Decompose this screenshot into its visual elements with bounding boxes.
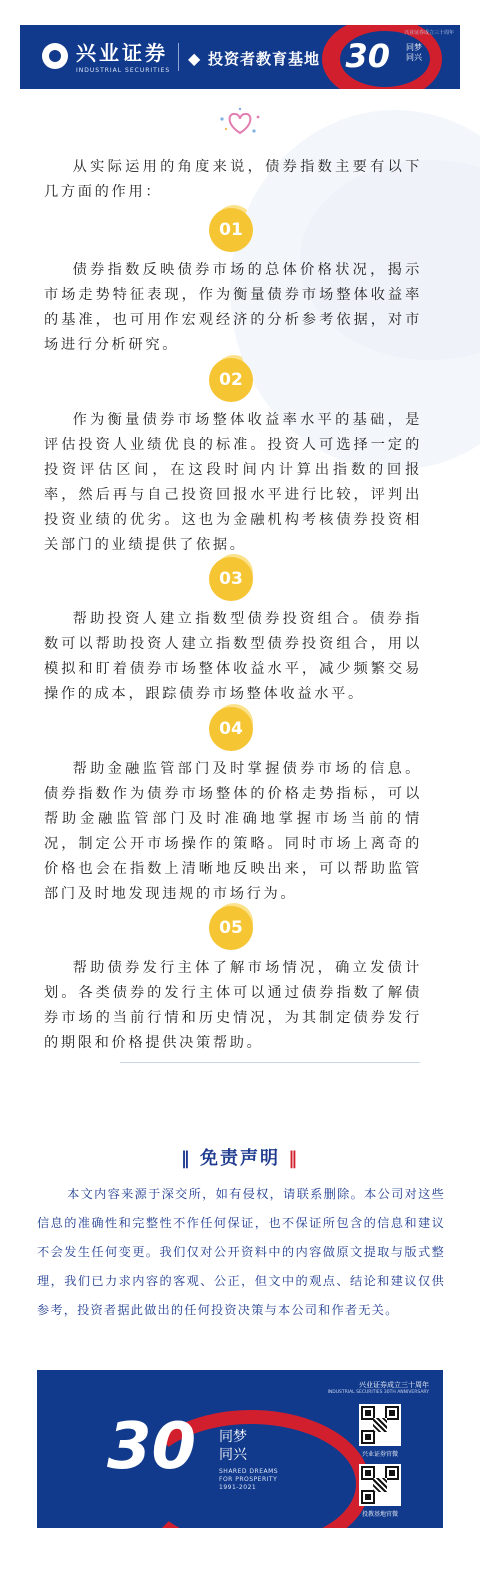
header-separator [178, 43, 179, 71]
footer-slogan [219, 1428, 247, 1464]
footer-years: 1991-2021 [219, 1484, 257, 1491]
brand-name-en: INDUSTRIAL SECURITIES [76, 67, 171, 74]
title-bars-left-icon: ‖ [180, 1148, 192, 1169]
qr-corner [361, 1490, 375, 1504]
badge-02: 02 [209, 358, 253, 402]
footer-anniversary-caption-en: INDUSTRIAL SECURITIES 30TH ANNIVERSARY [327, 1390, 429, 1395]
qr-code-icon-1 [359, 1404, 401, 1446]
section-divider [120, 1062, 420, 1063]
footer-banner [37, 1370, 443, 1528]
disclaimer-text: 本文内容来源于深交所，如有侵权，请联系删除。本公司对这些信息的准确性和完整性不作任何保证，也不保证所包含的信息和建议不会发生任何变更。我们仅对公开资料中的内容做原文提取与版式整理，我们已力求内容的客观、公正，但文中的观点、结论和建议仅供参考，投资者据此做出的任何投资决策与本公司和作者无关。 [37, 1187, 445, 1317]
qr-label-2: 投教基地官微 [361, 1511, 398, 1518]
qr-corner [385, 1406, 399, 1420]
disclaimer-title [0, 1144, 480, 1170]
anniversary-slogan [406, 43, 422, 63]
title-bars-right-icon: ‖ [288, 1148, 300, 1169]
section-05-paragraph [44, 956, 422, 1056]
slogan-line-2: 同兴 [406, 53, 422, 62]
qr-noise [373, 1478, 387, 1492]
badge-03: 03 [209, 557, 253, 601]
section-02-text: 作为衡量债券市场整体收益率水平的基础，是评估投资人业绩优良的标准。投资人可选择一定的投资评估区间，在这段时间内计算出指数的回报率，然后再与自己投资回报水平进行比较，评判出投资业绩的优劣。这也为金融机构考核债券投资相关部门的业绩提供了依据。 [44, 412, 422, 553]
section-04-paragraph [44, 757, 422, 907]
section-01-text: 债券指数反映债券市场的总体价格状况，揭示市场走势特征表现，作为衡量债券市场整体收益率的基准，也可用作宏观经济的分析参考依据，对市场进行分析研究。 [44, 262, 422, 353]
footer-slogan-en-2: FOR PROSPERITY [219, 1476, 278, 1483]
section-02-paragraph [44, 408, 422, 558]
badge-05: 05 [209, 906, 253, 950]
footer-anniversary-number: 30 [107, 1410, 197, 1484]
section-03-text: 帮助投资人建立指数型债券投资组合。债券指数可以帮助投资人建立指数型债券投资组合，用以模拟和盯着债券市场整体收益水平，减少频繁交易操作的成本，跟踪债券市场整体收益水平。 [44, 611, 422, 702]
badge-04: 04 [209, 707, 253, 751]
graduation-cap-icon: ◆ [188, 49, 201, 68]
badge-01: 01 [209, 208, 253, 252]
brand-logo-icon [42, 43, 68, 69]
slogan-line-1: 同梦 [406, 43, 422, 52]
footer-slogan-line-2: 同兴 [219, 1447, 247, 1463]
footer-slogan-line-1: 同梦 [219, 1429, 247, 1445]
qr-code-icon-2 [359, 1464, 401, 1506]
anniversary-caption: 兴业证券成立三十周年 [403, 30, 454, 36]
edu-base-title: 投资者教育基地 [208, 50, 321, 68]
heart-icon [216, 105, 264, 139]
header-banner [20, 25, 460, 89]
anniversary-number: 30 [345, 37, 390, 75]
section-04-text: 帮助金融监管部门及时掌握债券市场的信息。债券指数作为债券市场整体的价格走势指标，可以帮助金融监管部门及时准确地掌握市场当前的情况，制定公开市场操作的策略。同时市场上离奇的价格也会在指数上清晰地反映出来，可以帮助监管部门及时地发现违规的市场行为。 [44, 761, 422, 902]
qr-corner [385, 1466, 399, 1480]
qr-corner [361, 1430, 375, 1444]
intro-text: 从实际运用的角度来说，债券指数主要有以下几方面的作用： [44, 159, 422, 200]
footer-slogan-en-1: SHARED DREAMS [219, 1468, 279, 1475]
brand-name: 兴业证券 [76, 41, 168, 65]
intro-paragraph [44, 155, 422, 205]
section-01-paragraph [44, 258, 422, 358]
disclaimer-title-text: 免责声明 [200, 1148, 280, 1169]
footer-slogan-en [219, 1468, 278, 1492]
disclaimer-paragraph [37, 1180, 445, 1325]
qr-noise [373, 1418, 387, 1432]
qr-label-1: 兴业证券官微 [361, 1451, 398, 1458]
section-03-paragraph [44, 607, 422, 707]
section-05-text: 帮助债券发行主体了解市场情况，确立发债计划。各类债券的发行主体可以通过债券指数了解债券市场的当前行情和历史情况，为其制定债券发行的期限和价格提供决策帮助。 [44, 960, 422, 1051]
footer-anniversary-caption: 兴业证券成立三十周年 [359, 1381, 429, 1389]
